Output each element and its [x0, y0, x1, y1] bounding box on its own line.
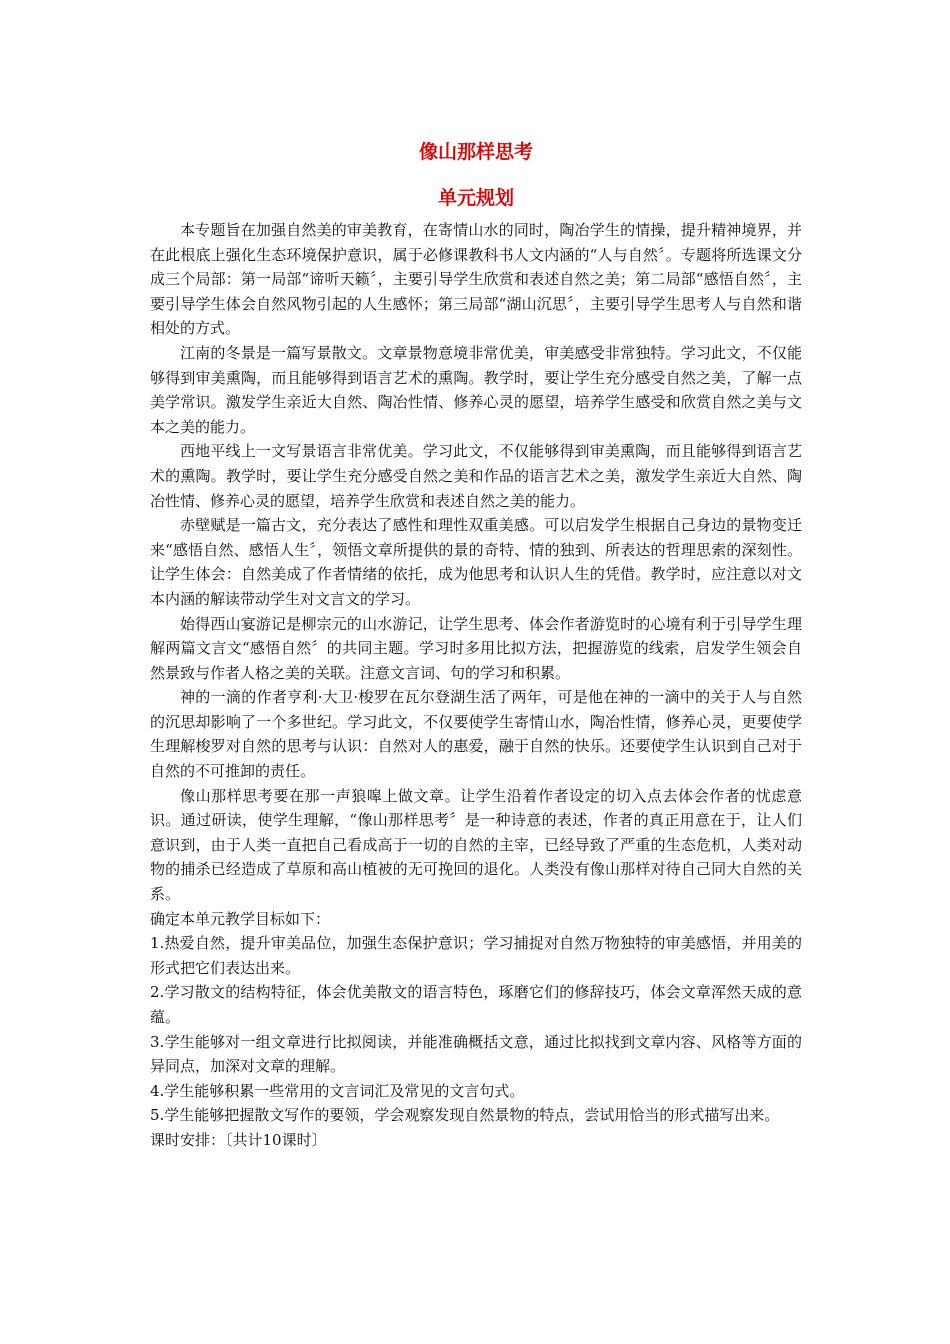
goal-item: 1.热爱自然，提升审美品位，加强生态保护意识；学习捕捉对自然万物独特的审美感悟，并用美的形式把它们表达出来。	[150, 934, 802, 977]
paragraph-jiangnan: 江南的冬景是一篇写景散文。文章景物意境非常优美，审美感受非常独特。学习此文，不仅能够得到审美熏陶，而且能够得到语言艺术的熏陶。教学时，要让学生充分感受自然之美，了解一点美学常识。激发学生亲近大自然、陶冶性情、修养心灵的愿望，培养学生感受和欣赏自然之美与文本之美的能力。	[150, 343, 802, 436]
goal-item: 2.学习散文的结构特征，体会优美散文的语言特色，琢磨它们的修辞技巧，体会文章浑然天成的意蕴。	[150, 983, 802, 1026]
paragraph-xidipingxian: 西地平线上一文写景语言非常优美。学习此文，不仅能够得到审美熏陶，而且能够得到语言艺术的熏陶。教学时，要让学生充分感受自然之美和作品的语言艺术之美，激发学生亲近大自然、陶冶性情、修养心灵的愿望，培养学生欣赏和表述自然之美的能力。	[150, 442, 802, 510]
goals-heading: 确定本单元教学目标如下：	[150, 909, 331, 928]
document-subtitle: 单元规划	[437, 187, 514, 209]
goal-item: 4.学生能够积累一些常用的文言词汇及常见的文言句式。	[150, 1081, 525, 1100]
paragraph-intro: 本专题旨在加强自然美的审美教育，在寄情山水的同时，陶冶学生的情操，提升精神境界，并在此根底上强化生态环境保护意识，属于必修课教科书人文内涵的“人与自然〞。专题将所选课文分成三个局部：第一局部“谛听天籁〞，主要引导学生欣赏和表述自然之美；第二局部“感悟自然〞，主要引导学生体会自然风物引起的人生感怀；第三局部“湖山沉思〞，主要引导学生思考人与自然和谐相处的方式。	[150, 221, 802, 338]
paragraph-chibifu: 赤壁赋是一篇古文，充分表达了感性和理性双重美感。可以启发学生根据自己身边的景物变迁来“感悟自然、感悟人生〞，领悟文章所提供的景的奇特、情的独到、所表达的哲理思索的深刻性。让学生体会：自然美成了作者情绪的依托，成为他思考和认识人生的凭借。教学时，应注意以对文本内涵的解读带动学生对文言文的学习。	[150, 516, 802, 608]
document-page	[150, 134, 802, 1153]
document-title: 像山那样思考	[418, 141, 533, 163]
goal-item: 3.学生能够对一组文章进行比拟阅读，并能准确概括文意，通过比拟找到文章内容、风格等方面的异同点，加深对文章的理解。	[150, 1032, 802, 1076]
paragraph-shendeyidi: 神的一滴的作者亨利·大卫·梭罗在瓦尔登湖生活了两年，可是他在神的一滴中的关于人与自然的沉思却影响了一个多世纪。学习此文，不仅要使学生寄情山水，陶冶性情，修养心灵，更要使学生理解梭罗对自然的思考与认识：自然对人的惠爱，融于自然的快乐。还要使学生认识到自己对于自然的不可推卸的责任。	[150, 688, 802, 781]
paragraph-xiangshan: 像山那样思考要在那一声狼嗥上做文章。让学生沿着作者设定的切入点去体会作者的忧虑意识。通过研读，使学生理解，“像山那样思考〞是一种诗意的表述，作者的真正用意在于，让人们意识到，由于人类一直把自己看成高于一切的自然的主宰，已经导致了严重的生态危机，人类对动物的捕杀已经造成了草原和高山植被的无可挽回的退化。人类没有像山那样对待自己同大自然的关系。	[150, 786, 802, 904]
schedule-line: 课时安排：〔共计10课时〕	[150, 1130, 327, 1149]
paragraph-xishan: 始得西山宴游记是柳宗元的山水游记，让学生思考、体会作者游览时的心境有利于引导学生理解两篇文言文“感悟自然〞的共同主题。学习时多用比拟方法，把握游览的线索，启发学生领会自然景致与作者人格之美的关联。注意文言词、句的学习和积累。	[150, 614, 802, 682]
goal-item: 5.学生能够把握散文写作的要领，学会观察发现自然景物的特点，尝试用恰当的形式描写出来。	[150, 1106, 780, 1125]
